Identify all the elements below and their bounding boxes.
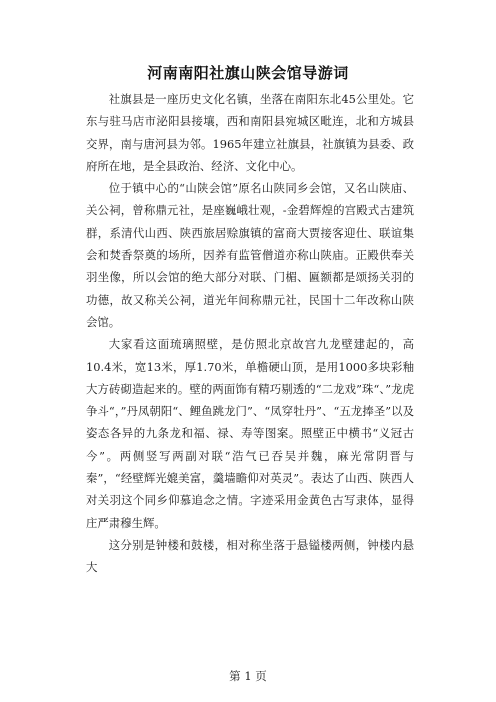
paragraph: 大家看这面琉璃照壁，是仿照北京故宫九龙壁建起的，高10.4米，宽13米，厚1.70米，单檐硬山顶，是用1000多块彩釉大方砖砌造起来的。壁的两面饰有精巧剔透的“二龙戏”珠“、”龙虎争斗“，”丹凤朝阳“、鲤鱼跳龙门”、“凤穿牡丹”、“五龙捧圣”以及姿态各异的九条龙和福、禄、寿等图案。照壁正中横书“义冠古今”。两侧竖写两副对联“浩气已吞吴并魏，麻光常阴晋与秦”，“经壁辉光媲美富，羹墙瞻仰对英灵”。表达了山西、陕西人对关羽这个同乡仰慕追念之情。字迹采用金黄色古写隶体，显得庄严肃穆生辉。 bbox=[86, 337, 414, 530]
paragraph: 位于镇中心的“山陕会馆”原名山陕同乡会馆，又名山陕庙、关公祠，曾称鼎元社，是座巍峨壮观，-金碧辉煌的宫殿式古建筑群，系清代山西、陕西旅居赊旗镇的富商大贾接客迎仕、联谊集会和焚香祭奠的场所，因养有监管僧道亦称山陕庙。正殿供奉关羽坐像，所以会馆的绝大部分对联、门楣、匾额都是颂扬关羽的功德，故又称关公祠，道光年间称鼎元社，民国十二年改称山陕会馆。 bbox=[86, 181, 414, 329]
page-number: 第 1 页 bbox=[229, 669, 267, 683]
document-body bbox=[86, 88, 414, 579]
document-title: 河南南阳社旗山陕会馆导游词 bbox=[147, 64, 349, 82]
paragraph: 这分别是钟楼和鼓楼，相对称坐落于悬镒楼两侧，钟楼内悬大 bbox=[86, 537, 414, 575]
paragraph: 社旗县是一座历史文化名镇，坐落在南阳东北45公里处。它东与驻马店市泌阳县接壤，西和南阳县宛城区毗连，北和方城县交界，南与唐河县为邻。1965年建立社旗县，社旗镇为县委、政府所在地，是全县政治、经济、文化中心。 bbox=[86, 92, 414, 173]
